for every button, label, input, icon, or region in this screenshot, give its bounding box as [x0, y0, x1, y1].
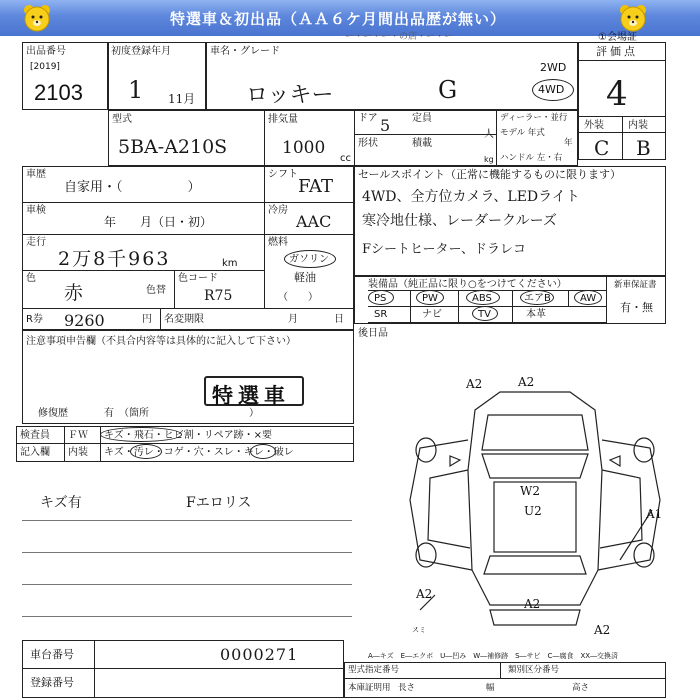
- class-label: 類別区分番号: [508, 665, 560, 675]
- car-grade: G: [438, 76, 458, 104]
- load-label: 積載: [412, 138, 432, 149]
- damage-mark-4: U2: [524, 504, 542, 518]
- top-partial-text: ー・ー・ー・の店・ー・ー: [345, 32, 454, 42]
- shift-value: FAT: [298, 176, 333, 197]
- capacity-label: 定員: [412, 113, 432, 124]
- cooling-label: 冷房: [268, 205, 288, 216]
- equip-airbag: エアB: [524, 293, 551, 304]
- model-year-label: モデル 年式: [500, 128, 545, 138]
- color-change-label: 色替: [146, 285, 166, 296]
- damage-mark-7: A2: [524, 597, 541, 611]
- special-stamp-text: 特選車: [212, 383, 290, 408]
- fuel-gas: ガソリン: [289, 254, 329, 265]
- equipment-label: 装備品（純正品に限り○をつけてください）: [368, 279, 567, 290]
- damage-mark-6: A2: [416, 587, 433, 601]
- yen-unit: 円: [142, 314, 152, 325]
- day-unit: 日: [334, 314, 344, 325]
- color-code-label: 色コード: [178, 273, 218, 284]
- car-damage-diagram: [390, 370, 680, 640]
- inspector-row1: キズ・飛石・ヒビ割・リペア跡・×要: [104, 430, 272, 441]
- person-unit: 人: [484, 129, 494, 140]
- shape-label: 形状: [358, 138, 378, 149]
- sume-label: スミ: [412, 626, 426, 634]
- equip-leather: 本革: [526, 309, 546, 320]
- equip-abs: ABS: [472, 293, 492, 304]
- height-label: 高さ: [572, 683, 590, 693]
- recycle-label: R券: [26, 314, 43, 325]
- displacement-label: 排気量: [268, 114, 298, 125]
- kg-unit: kg: [484, 155, 494, 164]
- chassis-label: 車台番号: [30, 648, 74, 661]
- damage-mark-3: W2: [520, 484, 540, 498]
- notes-label: 注意事項申告欄（不具合内容等は具体的に記入して下さい）: [26, 336, 296, 347]
- km-unit: km: [222, 258, 238, 269]
- inspection-value: 年 月（日・初）: [104, 215, 213, 229]
- cooling-value: AAC: [296, 212, 332, 231]
- damage-mark-8: A2: [594, 623, 611, 637]
- damage-legend: A―キズ E―エクボ U―凹み W―補修跡 S―サビ C―腐食 XX―交換済: [368, 652, 619, 660]
- banner-title: 特選車＆初出品（ＡＡ６ケ月間出品歴が無い）: [170, 10, 507, 28]
- dealer-label: ディーラー・並行: [500, 113, 568, 123]
- name-change-label: 名変期限: [164, 314, 204, 325]
- mileage-value: 2万8千963: [58, 248, 171, 270]
- seat-label: 後日品: [358, 328, 388, 339]
- door-value: 5: [380, 116, 391, 135]
- month-unit: 月: [288, 314, 298, 325]
- type-cert-label: 型式指定番号: [348, 665, 400, 675]
- name-label: 車名・グレード: [210, 46, 280, 57]
- first-reg-month: 11月: [168, 92, 196, 106]
- model-label: 型式: [112, 114, 132, 125]
- int-grade: B: [636, 136, 651, 160]
- bear-mascot-left-icon: [22, 3, 52, 33]
- inspector-row1-head: ＦＷ: [68, 430, 88, 441]
- damage-mark-1: A2: [466, 377, 483, 391]
- special-stamp: [204, 376, 304, 406]
- color-value: 赤: [64, 282, 84, 304]
- model-value: 5BA-A210S: [118, 136, 228, 158]
- shift-label: シフト: [268, 169, 298, 180]
- displacement-value: 1000: [282, 138, 326, 158]
- first-reg-year: 1: [128, 76, 144, 104]
- lot-number: 2103: [34, 80, 83, 105]
- ext-label: 外装: [584, 120, 604, 131]
- equip-sr: SR: [374, 309, 388, 320]
- new-warranty-label: 新車保証書: [614, 280, 657, 290]
- fuel-diesel: 軽油: [294, 271, 316, 284]
- recycle-value: 9260: [64, 311, 105, 330]
- ext-grade: C: [594, 136, 610, 160]
- color-label: 色: [26, 273, 36, 284]
- inspector-label-1: 検査員: [20, 430, 50, 441]
- eval-score: 4: [606, 74, 628, 114]
- door-label: ドア: [358, 113, 378, 124]
- bear-mascot-right-icon: [618, 3, 648, 33]
- drive-4wd: 4WD: [538, 83, 565, 96]
- inspector-note-left: キズ有: [40, 495, 82, 511]
- repair-label: 修復歴: [38, 408, 68, 419]
- top-right-label: ①会場証: [598, 32, 637, 43]
- use-label: 車歴: [26, 169, 46, 180]
- int-label: 内装: [628, 120, 648, 131]
- chassis-value: 0000271: [220, 645, 299, 664]
- equip-ps: PS: [374, 293, 387, 304]
- first-reg-label: 初度登録年月: [111, 46, 171, 57]
- inspection-label: 車検: [26, 205, 46, 216]
- equip-navi: ナビ: [422, 309, 442, 320]
- inspector-label-2: 記入欄: [20, 447, 50, 458]
- equip-aw: AW: [580, 293, 597, 304]
- drive-2wd: 2WD: [540, 61, 567, 74]
- inspector-row2-head: 内装: [68, 447, 88, 458]
- use-value: 自家用・（ ）: [64, 180, 201, 195]
- repair-value: 有 （箇所 ）: [104, 408, 259, 419]
- width-label: 幅: [486, 683, 495, 693]
- inspector-note-right: Fエロリス: [186, 495, 252, 511]
- sales-point-line-3: Fシートヒーター、ドラレコ: [362, 242, 526, 257]
- inspector-row2: キズ・汚レ・コゲ・穴・スレ・キレ・破レ: [104, 447, 294, 458]
- color-code-value: R75: [204, 288, 233, 304]
- sales-point-line-1: 4WD、全方位カメラ、LEDライト: [362, 189, 580, 205]
- fuel-other: （ ）: [278, 292, 318, 303]
- eval-label: 評価点: [596, 45, 638, 58]
- sales-point-line-2: 寒冷地仕様、レーダークルーズ: [362, 213, 557, 229]
- handle-label: ハンドル 左・右: [500, 153, 563, 163]
- cert-label: 本庫証明用: [348, 683, 391, 693]
- cc-unit: cc: [340, 153, 351, 164]
- warranty-value: 有・無: [620, 301, 653, 314]
- top-banner: [0, 0, 700, 36]
- fuel-label: 燃料: [268, 237, 288, 248]
- damage-mark-2: A2: [518, 375, 535, 389]
- length-label: 長さ: [398, 683, 416, 693]
- lot-label: 出品番号: [26, 46, 66, 57]
- car-name: ロッキー: [246, 83, 334, 108]
- year-unit: 年: [564, 138, 573, 148]
- equip-pw: PW: [422, 293, 438, 304]
- mileage-label: 走行: [26, 237, 46, 248]
- reg-label: 登録番号: [30, 676, 74, 689]
- sales-points-label: セールスポイント（正常に機能するものに限ります）: [358, 168, 622, 181]
- damage-mark-5: A1: [646, 507, 663, 521]
- lot-year: [2019]: [30, 62, 60, 72]
- equip-tv: TV: [478, 309, 491, 320]
